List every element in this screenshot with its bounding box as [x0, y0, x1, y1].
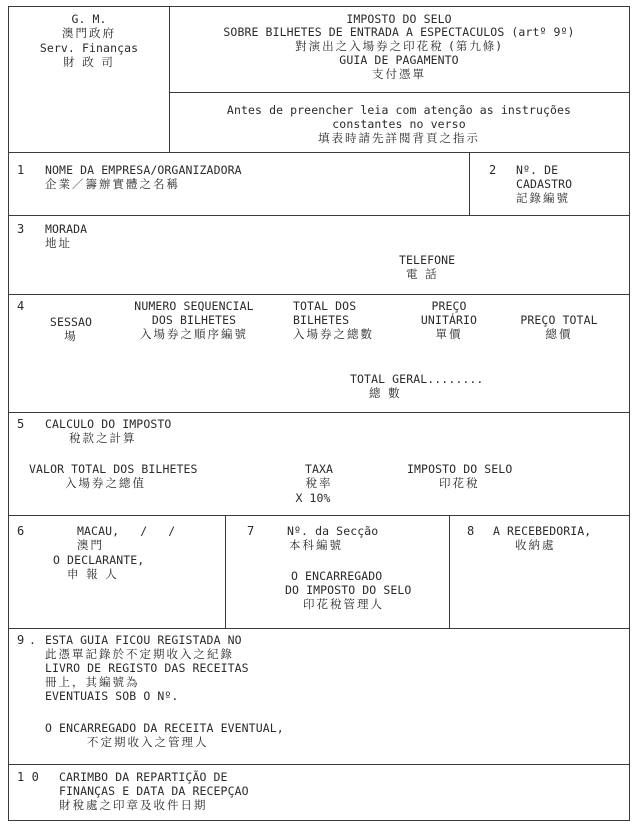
tax-calculation-label-zh: 稅款之計算: [69, 431, 137, 445]
tax-rate-label-zh: 稅率: [305, 476, 333, 490]
ticket-total-value-label: VALOR TOTAL DOS BILHETES: [29, 462, 198, 476]
section-rule-1: [9, 152, 629, 153]
unit-price-header-2: UNITÁRIO: [420, 313, 478, 327]
grand-total-label-zh: 總 數: [369, 386, 402, 400]
total-price-header-zh: 總價: [545, 327, 573, 341]
issuer-gm: G. M.: [71, 12, 107, 26]
revenue-officer-label-zh: 不定期收入之管理人: [87, 735, 209, 749]
session-header-zh: 場: [64, 329, 78, 343]
tax-rate-label: TAXA: [304, 462, 334, 476]
section4-number: 4: [17, 299, 25, 313]
registration-label-1: Nº. DE: [516, 163, 559, 177]
issuer-finance-zh: 財 政 司: [63, 55, 115, 69]
section-rule-6: [9, 628, 629, 629]
ticket-total-value-label-zh: 入場券之總值: [65, 476, 146, 490]
section6-number: 6: [17, 524, 25, 538]
tax-rate-value: X 10%: [295, 491, 331, 505]
stamp-officer-label-2: DO IMPOSTO DO SELO: [285, 583, 412, 597]
section2-number: 2: [489, 163, 497, 177]
section-rule-3: [9, 294, 629, 295]
section-number-label-zh: 本科編號: [289, 538, 343, 552]
section-number-label: Nº. da Secção: [287, 524, 379, 538]
unit-price-header-1: PREÇO: [431, 299, 467, 313]
stamp-line-1: CARIMBO DA REPARTIÇÃO DE: [59, 770, 228, 784]
stamp-line-zh: 財稅處之印章及收件日期: [59, 798, 208, 812]
unit-price-header-zh: 單價: [435, 327, 463, 341]
total-price-header: PREÇO TOTAL: [520, 313, 598, 327]
registration-label-2: CADASTRO: [516, 177, 573, 191]
section-rule-4: [9, 412, 629, 413]
section7-divider: [449, 515, 450, 628]
section7-number: 7: [247, 524, 255, 538]
section8-number: 8: [467, 524, 475, 538]
collection-office-label-zh: 收納處: [515, 538, 556, 552]
section3-number: 3: [17, 222, 25, 236]
telephone-label: TELEFONE: [399, 253, 456, 267]
section1-divider: [469, 152, 470, 215]
header-inner-rule: [169, 92, 629, 93]
title-line-5-zh: 支付憑單: [372, 67, 426, 81]
sequence-header-2: DOS BILHETES: [151, 313, 237, 327]
issuer-finance-services: Serv. Finanças: [39, 41, 139, 55]
section-rule-7: [9, 764, 629, 765]
grand-total-label: TOTAL GERAL........: [350, 372, 484, 386]
total-tickets-header-1: TOTAL DOS: [293, 299, 357, 313]
total-tickets-header-2: BILHETES: [293, 313, 350, 327]
sequence-header-zh: 入場券之順序編號: [140, 327, 248, 341]
section6-divider: [225, 515, 226, 628]
address-label-zh: 地址: [45, 236, 72, 250]
sequence-header-1: NUMERO SEQUENCIAL: [134, 299, 254, 313]
title-line-4: GUIA DE PAGAMENTO: [339, 53, 459, 67]
instructions-line-3-zh: 填表時請先詳閱背頁之指示: [318, 131, 480, 145]
section-rule-5: [9, 515, 629, 516]
issuer-government-zh: 澳門政府: [62, 26, 116, 40]
record-line-3: LIVRO DE REGISTO DAS RECEITAS: [45, 661, 249, 675]
record-line-5: EVENTUAIS SOB O Nº.: [45, 689, 179, 703]
registration-label-zh: 記錄編號: [516, 191, 570, 205]
section-rule-2: [9, 215, 629, 216]
address-label: MORADA: [45, 222, 88, 236]
company-name-label-zh: 企業／籌辦實體之名稱: [45, 177, 180, 191]
section10-number: 1 0: [17, 770, 39, 784]
telephone-label-zh: 電 話: [406, 267, 439, 281]
company-name-label: NOME DA EMPRESA/ORGANIZADORA: [45, 163, 242, 177]
total-tickets-header-zh: 入場券之總數: [293, 327, 374, 341]
place-date-label-zh: 澳門: [77, 538, 104, 552]
stamp-duty-label-zh: 印花稅: [439, 476, 480, 490]
title-line-2: SOBRE BILHETES DE ENTRADA A ESPECTACULOS (artº 9º): [223, 25, 575, 39]
title-line-3-zh: 對演出之入場券之印花稅 (第九條): [295, 39, 503, 53]
record-line-1: ESTA GUIA FICOU REGISTADA NO: [45, 633, 242, 647]
instructions-line-2: constantes no verso: [332, 117, 466, 131]
place-date-label: MACAU, / /: [77, 524, 176, 538]
declarant-label: O DECLARANTE,: [53, 553, 145, 567]
payment-guide-form: G. M. 澳門政府 Serv. Finanças 財 政 司 IMPOSTO DO SELO SOBRE BILHETES DE ENTRADA A ESPECTACULOS (artº 9º) 對演出之入場券之印花稅 (第九條) GUIA DE PAGAMENTO 支付憑單 Antes de preencher leia com atenção as instruções constantes no verso 填表時請先詳閱背頁之指示 1 NOME DA EMPRESA/ORGANIZADORA 企業／籌辦實體之名稱 2 Nº. DE CADASTRO 記錄編號 3 MORADA 地址 TELEFONE 電 話 4 SESSAO 場 NUMERO SEQUENCIAL DOS BILHETES 入場券之順序編號 TOTAL DOS BILHETES 入場券之總數 PREÇO UNITÁRIO 單價 PREÇO TOTAL 總價 TOTAL GERAL........ 總 數 5 CALCULO DO IMPOSTO 稅款之計算 VALOR TOTAL DOS BILHETES 入場券之總值 TAXA 稅率 X 10% IMPOSTO DO SELO 印花稅 6 MACAU, / / 澳門 O DECLARANTE, 申 報 人 7 Nº. da Secção 本科編號 O ENCARREGADO DO IMPOSTO DO SELO 印花稅管理人 8 A RECEBEDORIA, 收納處 9 . ESTA GUIA FICOU REGISTADA NO 此憑單記錄於不定期收入之紀錄 LIVRO DE REGISTO DAS RECEITAS 冊上，其編號為 EVENTUAIS SOB O Nº. O ENCARREGADO DA RECEITA EVENTUAL, 不定期收入之管理人 1 0 CARIMBO DA REPARTIÇÃO DE FINANÇAS E DATA DA RECEPÇAO 財稅處之印章及收件日期: [8, 6, 630, 821]
section5-number: 5: [17, 417, 25, 431]
revenue-officer-label: O ENCARREGADO DA RECEITA EVENTUAL,: [45, 721, 284, 735]
session-header: SESSAO: [49, 315, 93, 329]
instructions-line-1: Antes de preencher leia com atenção as instruções: [226, 103, 572, 117]
stamp-officer-label-1: O ENCARREGADO: [291, 569, 383, 583]
stamp-officer-label-zh: 印花稅管理人: [303, 597, 384, 611]
section1-number: 1: [17, 163, 25, 177]
declarant-label-zh: 申 報 人: [67, 567, 119, 581]
stamp-line-2: FINANÇAS E DATA DA RECEPÇAO: [59, 784, 249, 798]
section9-number: 9: [17, 633, 25, 647]
tax-calculation-label: CALCULO DO IMPOSTO: [45, 417, 172, 431]
stamp-duty-label: IMPOSTO DO SELO: [407, 462, 513, 476]
collection-office-label: A RECEBEDORIA,: [493, 524, 592, 538]
record-line-4-zh: 冊上，其編號為: [45, 675, 140, 689]
record-line-2-zh: 此憑單記錄於不定期收入之紀錄: [45, 647, 234, 661]
title-line-1: IMPOSTO DO SELO: [346, 12, 452, 26]
